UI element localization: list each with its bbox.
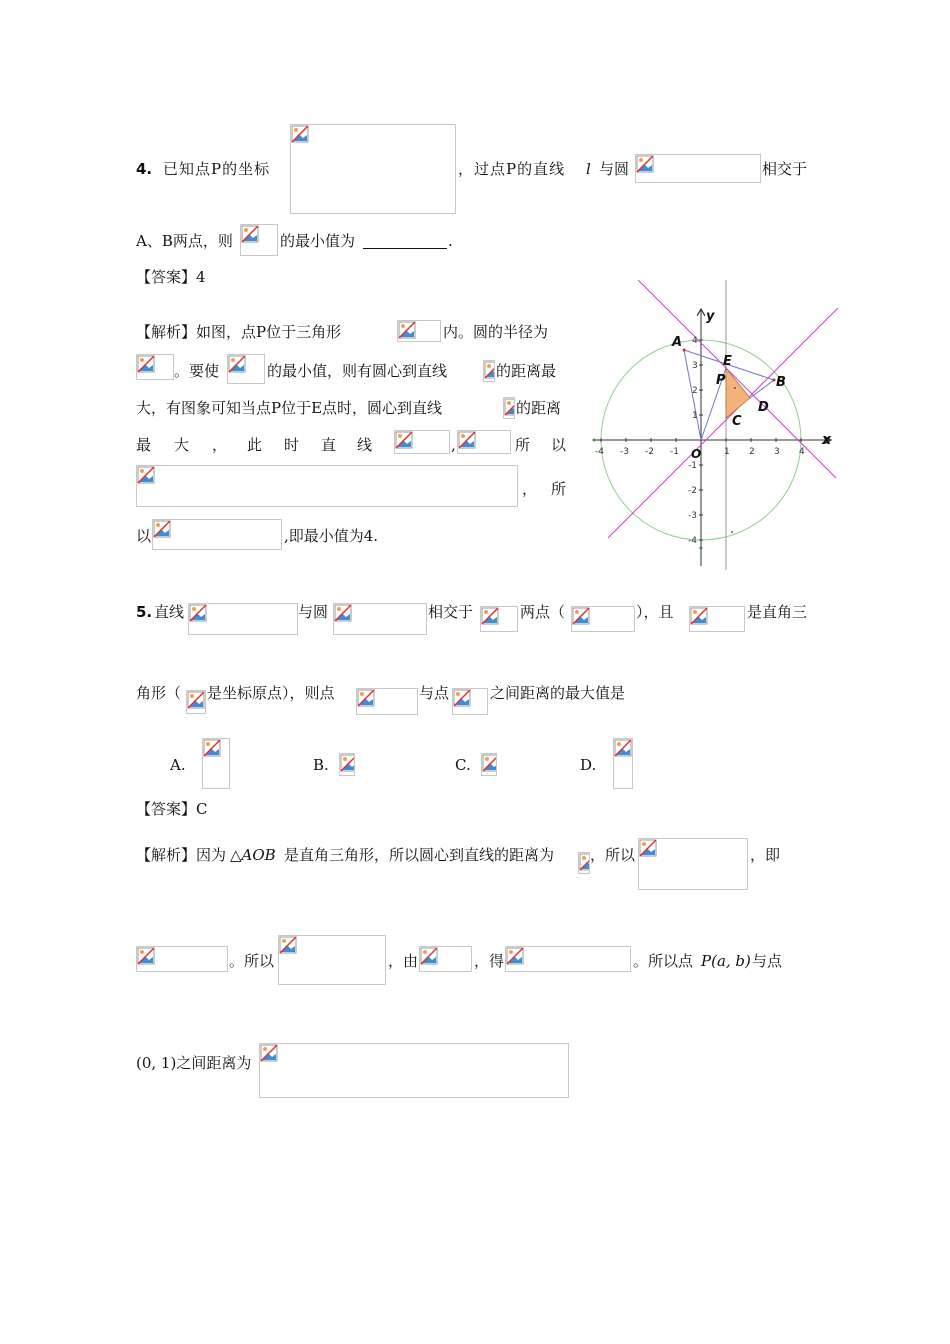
problem-5-text: 是坐标原点），则点 — [207, 684, 335, 702]
broken-image-icon — [484, 361, 495, 379]
formula-image — [227, 354, 265, 384]
answer-label: 【答案】C — [136, 800, 208, 818]
formula-image — [333, 603, 427, 635]
analysis-char: 时 — [284, 436, 300, 454]
analysis-text: 。要使 — [174, 362, 220, 380]
y-tick-label: -3 — [688, 511, 697, 521]
formula-image — [457, 430, 511, 454]
broken-image-icon — [453, 689, 471, 707]
problem-4-text: 相交于 — [762, 160, 808, 178]
origin-label: O — [691, 447, 702, 461]
broken-image-icon — [340, 754, 355, 772]
y-tick-label: -1 — [688, 461, 697, 471]
analysis-char: 线 — [357, 436, 373, 454]
problem-4-text: 的最小值为 — [280, 232, 356, 250]
x-tick-label: 4 — [799, 447, 805, 457]
broken-image-icon — [614, 739, 632, 757]
analysis-text: 的距离 — [516, 399, 562, 417]
point-label-c: C — [732, 414, 742, 429]
broken-image-icon — [241, 225, 259, 243]
analysis-char: , — [451, 436, 456, 454]
answer-blank — [363, 248, 447, 249]
problem-4-text: 已知点P的坐标 — [163, 160, 271, 178]
y-tick-label: 1 — [692, 411, 698, 421]
problem-4-text: A、B两点，则 — [136, 232, 233, 250]
formula-image — [635, 154, 761, 183]
option-d-label: D. — [580, 756, 597, 774]
point-p: P(a, b) — [701, 952, 751, 970]
formula-image — [356, 688, 418, 715]
broken-image-icon — [137, 355, 155, 373]
problem-5-text: ），且 — [636, 603, 674, 621]
broken-image-icon — [690, 607, 708, 625]
analysis-char: ， — [522, 480, 538, 498]
broken-image-icon — [137, 466, 155, 484]
x-axis-label: x — [822, 432, 832, 448]
analysis-text: ,即最小值为4. — [284, 527, 379, 545]
analysis-text: 的最小值，则有圆心到直线 — [267, 362, 448, 380]
problem-5-text: 与点 — [419, 684, 450, 702]
geometry-figure — [580, 280, 842, 570]
analysis-text: ，得 — [474, 952, 505, 970]
problem-5-text: 是直角三 — [747, 603, 808, 621]
analysis-text: 大，有图象可知当点P位于E点时，圆心到直线 — [136, 399, 443, 417]
x-tick-label: 3 — [774, 447, 780, 457]
problem-5-text: 与圆 — [298, 603, 329, 621]
analysis-char: 直 — [321, 436, 337, 454]
broken-image-icon — [395, 431, 413, 449]
analysis-char: 以 — [551, 436, 567, 454]
problem-4-text: ，过点P的直线 — [458, 160, 566, 178]
broken-image-icon — [639, 839, 657, 857]
y-axis-label: y — [706, 309, 715, 324]
line — [638, 280, 836, 478]
formula-image — [188, 603, 298, 635]
problem-4-text: . — [448, 232, 453, 250]
analysis-char: 所 — [551, 480, 567, 498]
point-label-p: P — [716, 373, 726, 388]
analysis-text: ，即 — [750, 846, 781, 864]
y-tick-label: 3 — [692, 361, 698, 371]
broken-image-icon — [291, 125, 309, 143]
analysis-char: ， — [212, 436, 228, 454]
broken-image-icon — [420, 947, 438, 965]
broken-image-icon — [357, 689, 375, 707]
analysis-text: 是直角三角形，所以圆心到直线的距离为 — [284, 846, 555, 864]
analysis-text: 以 — [136, 527, 152, 545]
broken-image-icon — [189, 604, 207, 622]
broken-image-icon — [458, 431, 476, 449]
analysis-char: 最 — [136, 436, 152, 454]
x-tick-label: -1 — [670, 447, 679, 457]
x-tick-label: -3 — [620, 447, 629, 457]
problem-4-text: 与圆 — [599, 160, 630, 178]
y-tick-label: -2 — [688, 486, 697, 496]
option-b-label: B. — [313, 756, 329, 774]
y-tick-label: 2 — [692, 386, 698, 396]
analysis-text: 【解析】如图，点P位于三角形 — [136, 323, 342, 341]
broken-image-icon — [203, 739, 221, 757]
option-d-formula — [613, 738, 633, 789]
formula-image — [136, 946, 228, 972]
analysis-text: 的距离最 — [496, 362, 557, 380]
problem-4-number: 4. — [136, 160, 153, 178]
broken-image-icon — [482, 754, 497, 772]
formula-image — [186, 690, 206, 714]
formula-image — [503, 397, 515, 419]
formula-image — [483, 360, 495, 382]
broken-image-icon — [153, 520, 171, 538]
analysis-text: 内。圆的半径为 — [443, 323, 549, 341]
analysis-text: 【解析】因为 — [136, 846, 227, 864]
option-b-formula — [339, 753, 355, 776]
formula-image — [240, 224, 278, 256]
formula-image — [259, 1043, 569, 1098]
analysis-text: 。所以点 — [633, 952, 694, 970]
option-c-label: C. — [455, 756, 471, 774]
segment — [750, 380, 774, 398]
broken-image-icon — [504, 398, 515, 416]
option-a-formula — [202, 738, 230, 789]
broken-image-icon — [481, 607, 499, 625]
broken-image-icon — [260, 1044, 278, 1062]
analysis-text: ，所以 — [590, 846, 636, 864]
problem-5-text: 之间距离的最大值是 — [490, 684, 626, 702]
x-tick-label: 2 — [749, 447, 755, 457]
broken-image-icon — [572, 607, 590, 625]
broken-image-icon — [137, 947, 155, 965]
formula-image — [290, 124, 456, 214]
line-variable: l — [586, 160, 591, 178]
y-tick-label: -4 — [688, 536, 697, 546]
problem-5-text: 直线 — [154, 603, 185, 621]
formula-image — [689, 606, 745, 632]
option-c-formula — [481, 753, 497, 776]
formula-image — [136, 465, 518, 507]
broken-image-icon — [279, 936, 297, 954]
point-label-a: A — [672, 335, 683, 350]
broken-image-icon — [398, 321, 416, 339]
broken-image-icon — [506, 947, 524, 965]
broken-image-icon — [579, 853, 590, 871]
problem-5-text: 角形（ — [136, 684, 182, 702]
analysis-text: ，由 — [388, 952, 419, 970]
formula-image — [419, 946, 472, 972]
y-tick-label: 4 — [692, 336, 698, 346]
analysis-text: (0, 1)之间距离为 — [136, 1054, 252, 1072]
problem-5-text: 相交于 — [428, 603, 474, 621]
triangle-cde — [726, 368, 750, 418]
point-label-e: E — [723, 354, 732, 369]
formula-image — [480, 606, 518, 632]
formula-image — [638, 838, 748, 890]
analysis-text: 。所以 — [229, 952, 275, 970]
formula-image — [394, 430, 450, 454]
formula-image — [571, 606, 635, 632]
analysis-text: 与点 — [752, 952, 783, 970]
broken-image-icon — [334, 604, 352, 622]
formula-image — [578, 852, 590, 874]
point-label-b: B — [776, 375, 786, 390]
option-a-label: A. — [170, 756, 186, 774]
analysis-char: 此 — [247, 436, 263, 454]
broken-image-icon — [187, 691, 205, 709]
answer-label: 【答案】4 — [136, 268, 206, 286]
formula-image — [136, 354, 174, 380]
broken-image-icon — [636, 155, 654, 173]
formula-image — [278, 935, 386, 985]
formula-image — [452, 688, 488, 715]
problem-5-text: 两点（ — [520, 603, 566, 621]
x-tick-label: -2 — [645, 447, 654, 457]
formula-image — [505, 946, 631, 972]
formula-image — [152, 519, 282, 550]
problem-5-number: 5. — [136, 603, 153, 621]
analysis-char: 所 — [515, 436, 531, 454]
analysis-char: 大 — [174, 436, 190, 454]
x-tick-label: 1 — [724, 447, 730, 457]
formula-image — [397, 320, 441, 342]
x-tick-label: -4 — [595, 447, 604, 457]
broken-image-icon — [228, 355, 246, 373]
point-label-d: D — [758, 400, 769, 415]
triangle-aob: △AOB — [230, 846, 276, 864]
